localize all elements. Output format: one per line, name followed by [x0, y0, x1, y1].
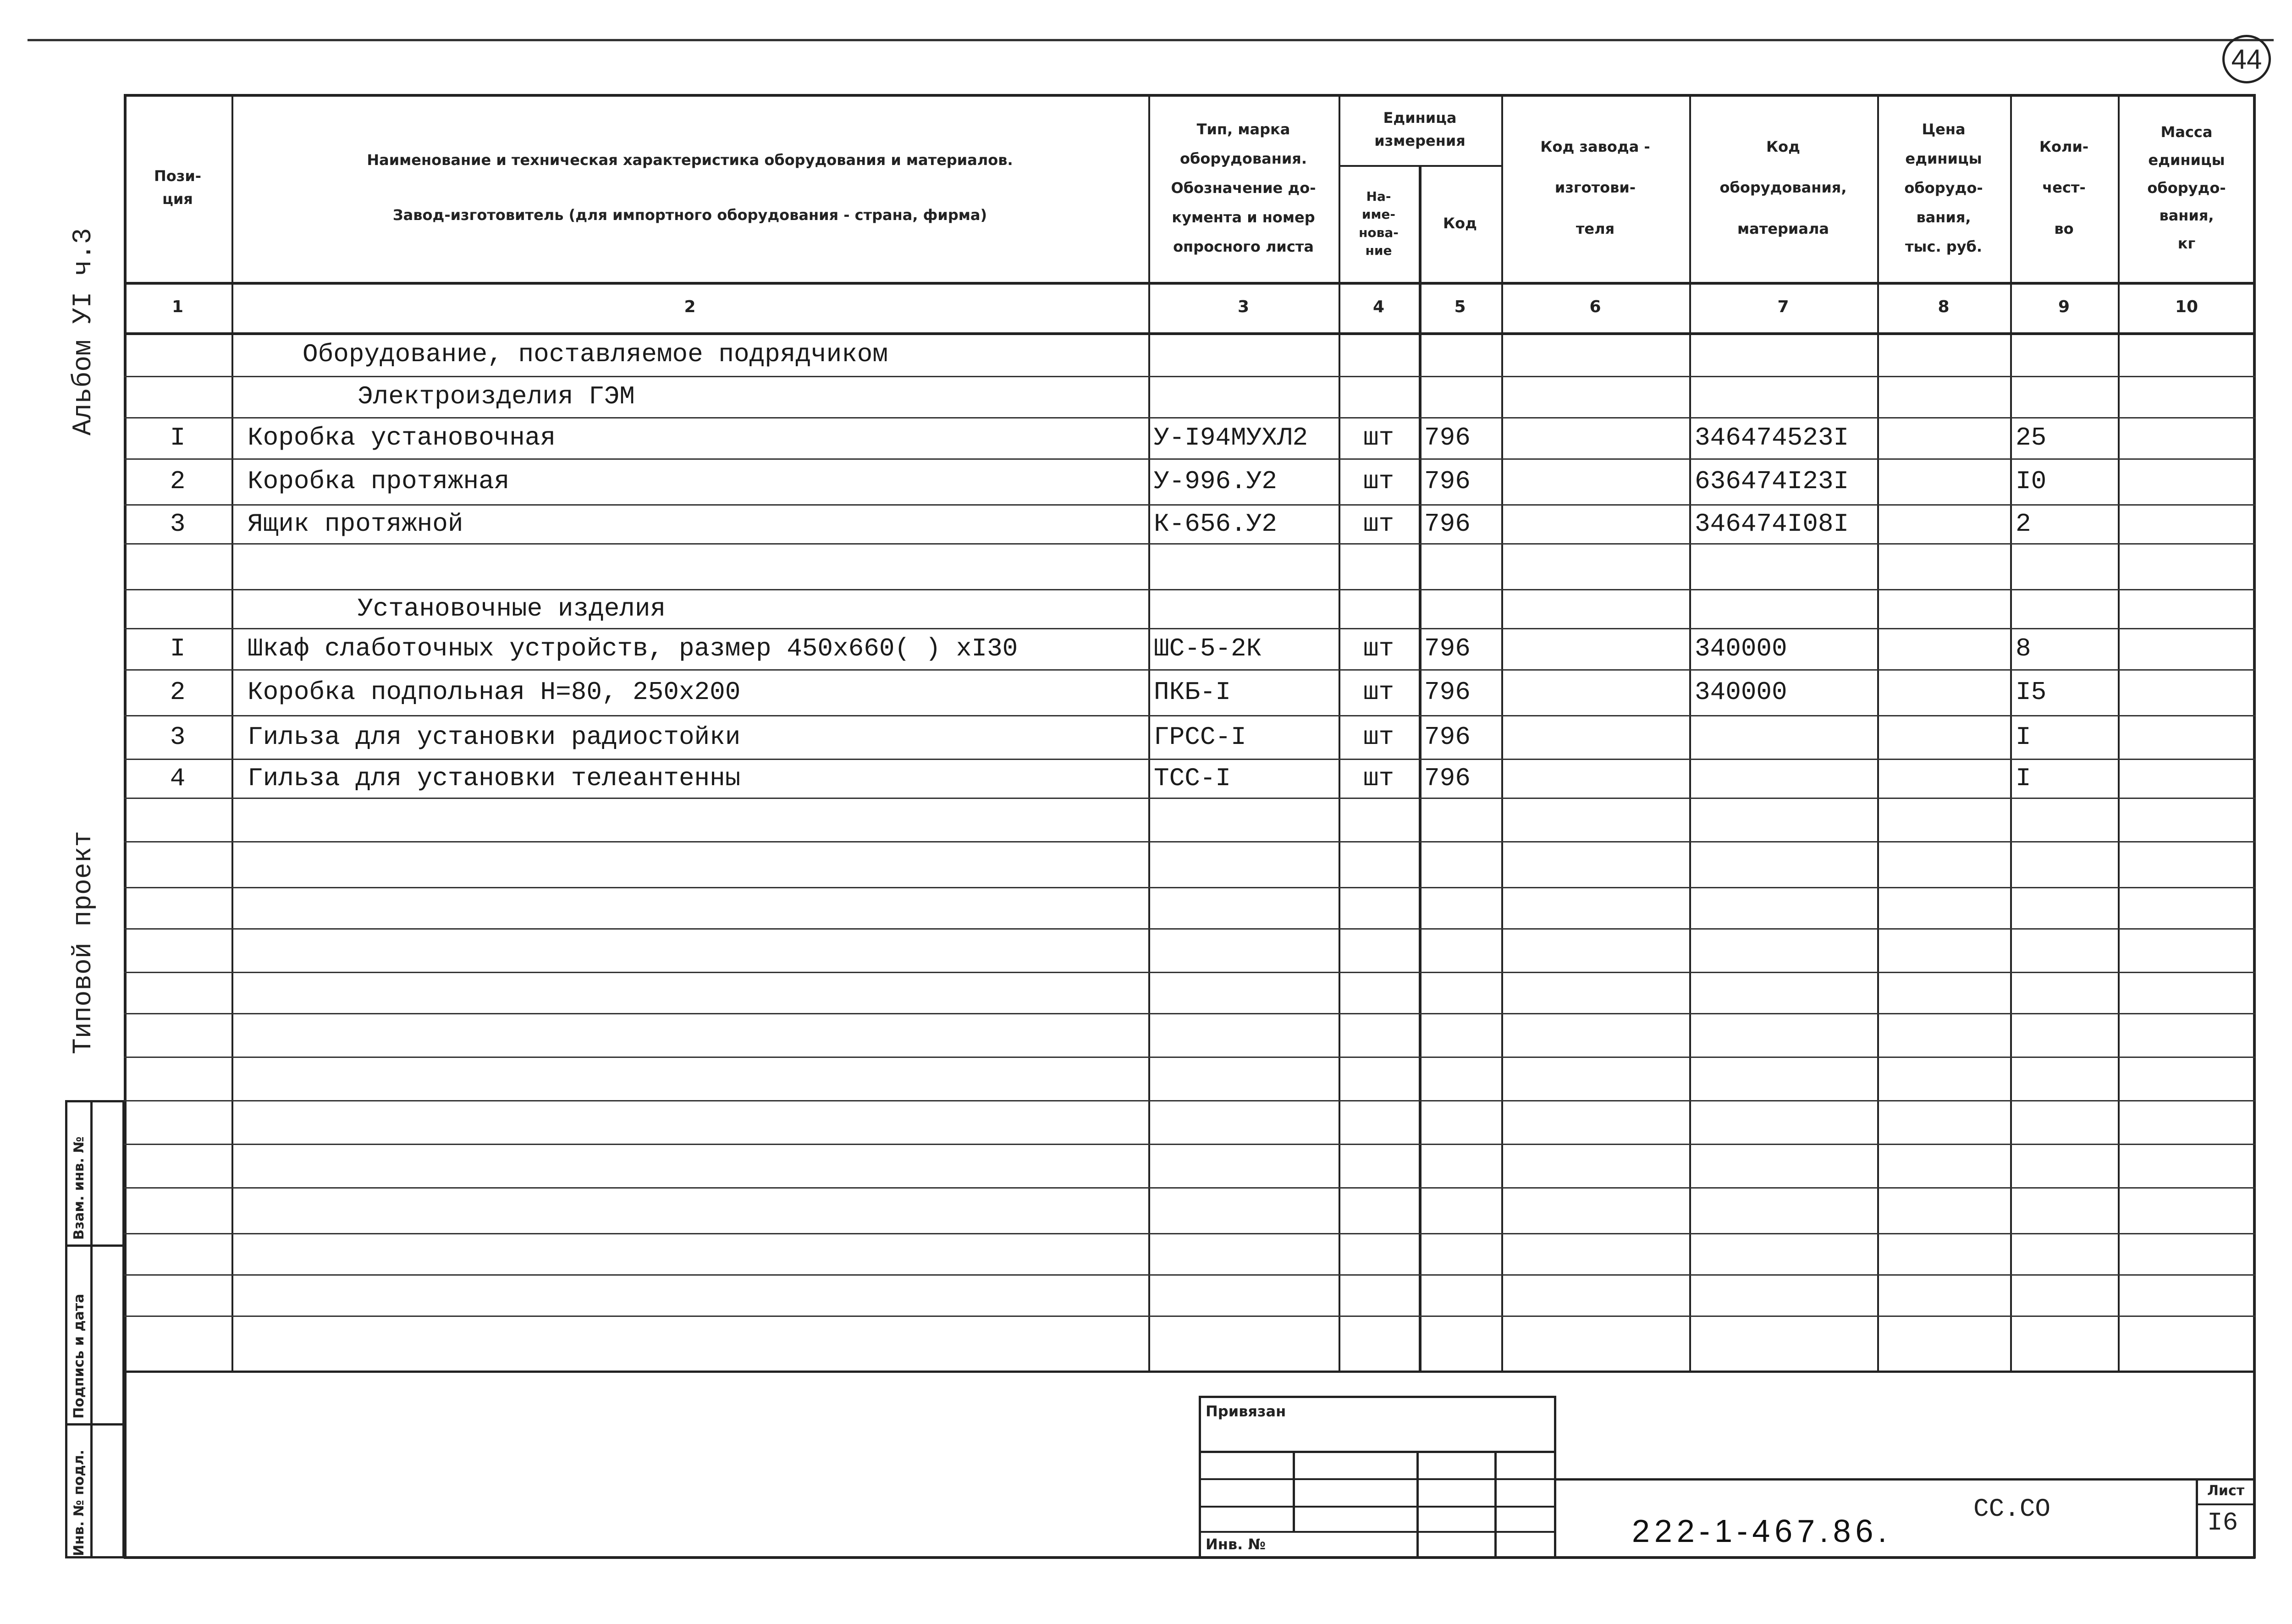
- cell-pos: I: [170, 423, 186, 452]
- cell-unit: шт: [1363, 467, 1394, 496]
- cell-name: Ящик протяжной: [248, 509, 463, 539]
- header-position: Пози- ция: [154, 167, 202, 208]
- cell-pos: 2: [170, 467, 186, 496]
- sheet-label: Лист: [2207, 1483, 2245, 1499]
- header-unit-name: На- име- нова- ние: [1359, 189, 1399, 258]
- document-code: 222-1-467.86.: [1632, 1513, 1891, 1549]
- cell-equip: 340000: [1695, 677, 1787, 707]
- cell-pos: 4: [170, 763, 186, 793]
- album-label: Альбом УI ч.3: [69, 228, 99, 435]
- sheet-value: I6: [2207, 1508, 2238, 1537]
- cell-pos: 3: [170, 722, 186, 752]
- cell-unit: шт: [1363, 722, 1394, 752]
- column-number: 6: [1589, 297, 1601, 317]
- cell-code: 796: [1424, 677, 1471, 707]
- cell-name: Установочные изделия: [358, 594, 666, 623]
- column-number: 3: [1237, 297, 1250, 317]
- cell-name: Оборудование, поставляемое подрядчиком: [303, 339, 888, 369]
- cell-name: Шкаф слаботочных устройств, размер 450х660( ) хI30: [248, 634, 1018, 663]
- header-plant-code: Код завода - изготови- теля: [1540, 138, 1650, 237]
- cell-qty: 8: [2016, 634, 2031, 663]
- cell-code: 796: [1424, 423, 1471, 452]
- column-number: 8: [1938, 297, 1950, 317]
- column-number: 10: [2175, 297, 2198, 317]
- cell-qty: I: [2016, 763, 2031, 793]
- cell-unit: шт: [1363, 509, 1394, 539]
- cell-name: Коробка протяжная: [248, 467, 510, 496]
- cell-code: 796: [1424, 509, 1471, 539]
- cell-qty: I: [2016, 722, 2031, 752]
- column-number: 5: [1454, 297, 1466, 317]
- cell-equip: 636474I23I: [1695, 467, 1849, 496]
- signature-date-label: Подпись и дата: [71, 1294, 87, 1419]
- cell-unit: шт: [1363, 677, 1394, 707]
- cell-qty: 25: [2016, 423, 2047, 452]
- cell-unit: шт: [1363, 423, 1394, 452]
- cell-pos: I: [170, 634, 186, 663]
- cell-type: ТСС-I: [1154, 763, 1231, 793]
- cell-name: Гильза для установки радиостойки: [248, 722, 741, 752]
- sheet-number-text: 44: [2231, 44, 2262, 75]
- title-block-rule: [1556, 1478, 2255, 1481]
- cell-type: К-656.У2: [1154, 509, 1277, 539]
- cell-type: ПКБ-I: [1154, 677, 1231, 707]
- header-type: Тип, марка оборудования. Обозначение до- кумента и номер опросного листа: [1171, 121, 1316, 255]
- column-number: 2: [684, 297, 696, 317]
- cell-equip: 340000: [1695, 634, 1787, 663]
- header-unit: Единица измерения: [1374, 109, 1466, 149]
- cell-name: Коробка установочная: [248, 423, 556, 452]
- column-number: 7: [1777, 297, 1789, 317]
- column-number: 4: [1372, 297, 1385, 317]
- column-number: 1: [171, 297, 184, 317]
- cell-unit: шт: [1363, 634, 1394, 663]
- cell-type: ШС-5-2К: [1154, 634, 1262, 663]
- binding-stamp: [1199, 1396, 1556, 1558]
- cell-qty: I0: [2016, 467, 2047, 496]
- header-mass: Масса единицы оборудо- вания, кг: [2147, 123, 2226, 253]
- cell-code: 796: [1424, 722, 1471, 752]
- document-mark: СС.СО: [1973, 1494, 2051, 1524]
- cell-qty: 2: [2016, 509, 2031, 539]
- header-equipment-code: Код оборудования, материала: [1719, 138, 1847, 237]
- project-label: Типовой проект: [69, 831, 99, 1054]
- header-quantity: Коли- чест- во: [2039, 138, 2089, 237]
- inventory-number-label: Инв. №: [1206, 1536, 1266, 1553]
- cell-name: Коробка подпольная Н=80, 250х200: [248, 677, 741, 707]
- header-unit-code: Код: [1443, 214, 1477, 232]
- cell-code: 796: [1424, 763, 1471, 793]
- cell-code: 796: [1424, 467, 1471, 496]
- cell-type: У-I94МУХЛ2: [1154, 423, 1308, 452]
- cell-code: 796: [1424, 634, 1471, 663]
- header-name: Наименование и техническая характеристика оборудования и материалов. Завод-изготовитель (для импортного оборудования - страна, фирма): [367, 151, 1013, 224]
- sheet-box-rule: [2196, 1503, 2255, 1505]
- cell-name: Гильза для установки телеантенны: [248, 763, 741, 793]
- cell-pos: 3: [170, 509, 186, 539]
- cell-name: Электроизделия ГЭМ: [358, 382, 635, 411]
- cell-unit: шт: [1363, 763, 1394, 793]
- cell-type: У-996.У2: [1154, 467, 1277, 496]
- binding-label: Привязан: [1206, 1403, 1286, 1420]
- cell-equip: 346474I08I: [1695, 509, 1849, 539]
- cell-type: ГРСС-I: [1154, 722, 1246, 752]
- cell-qty: I5: [2016, 677, 2047, 707]
- cell-equip: 346474523I: [1695, 423, 1849, 452]
- column-number: 9: [2058, 297, 2070, 317]
- cell-pos: 2: [170, 677, 186, 707]
- sheet-box-divider: [2196, 1478, 2198, 1558]
- header-price: Цена единицы оборудо- вания, тыс. руб.: [1904, 121, 1983, 255]
- original-inv-label: Инв. № подл.: [71, 1449, 87, 1556]
- replacement-inv-label: Взам. инв. №: [71, 1136, 87, 1240]
